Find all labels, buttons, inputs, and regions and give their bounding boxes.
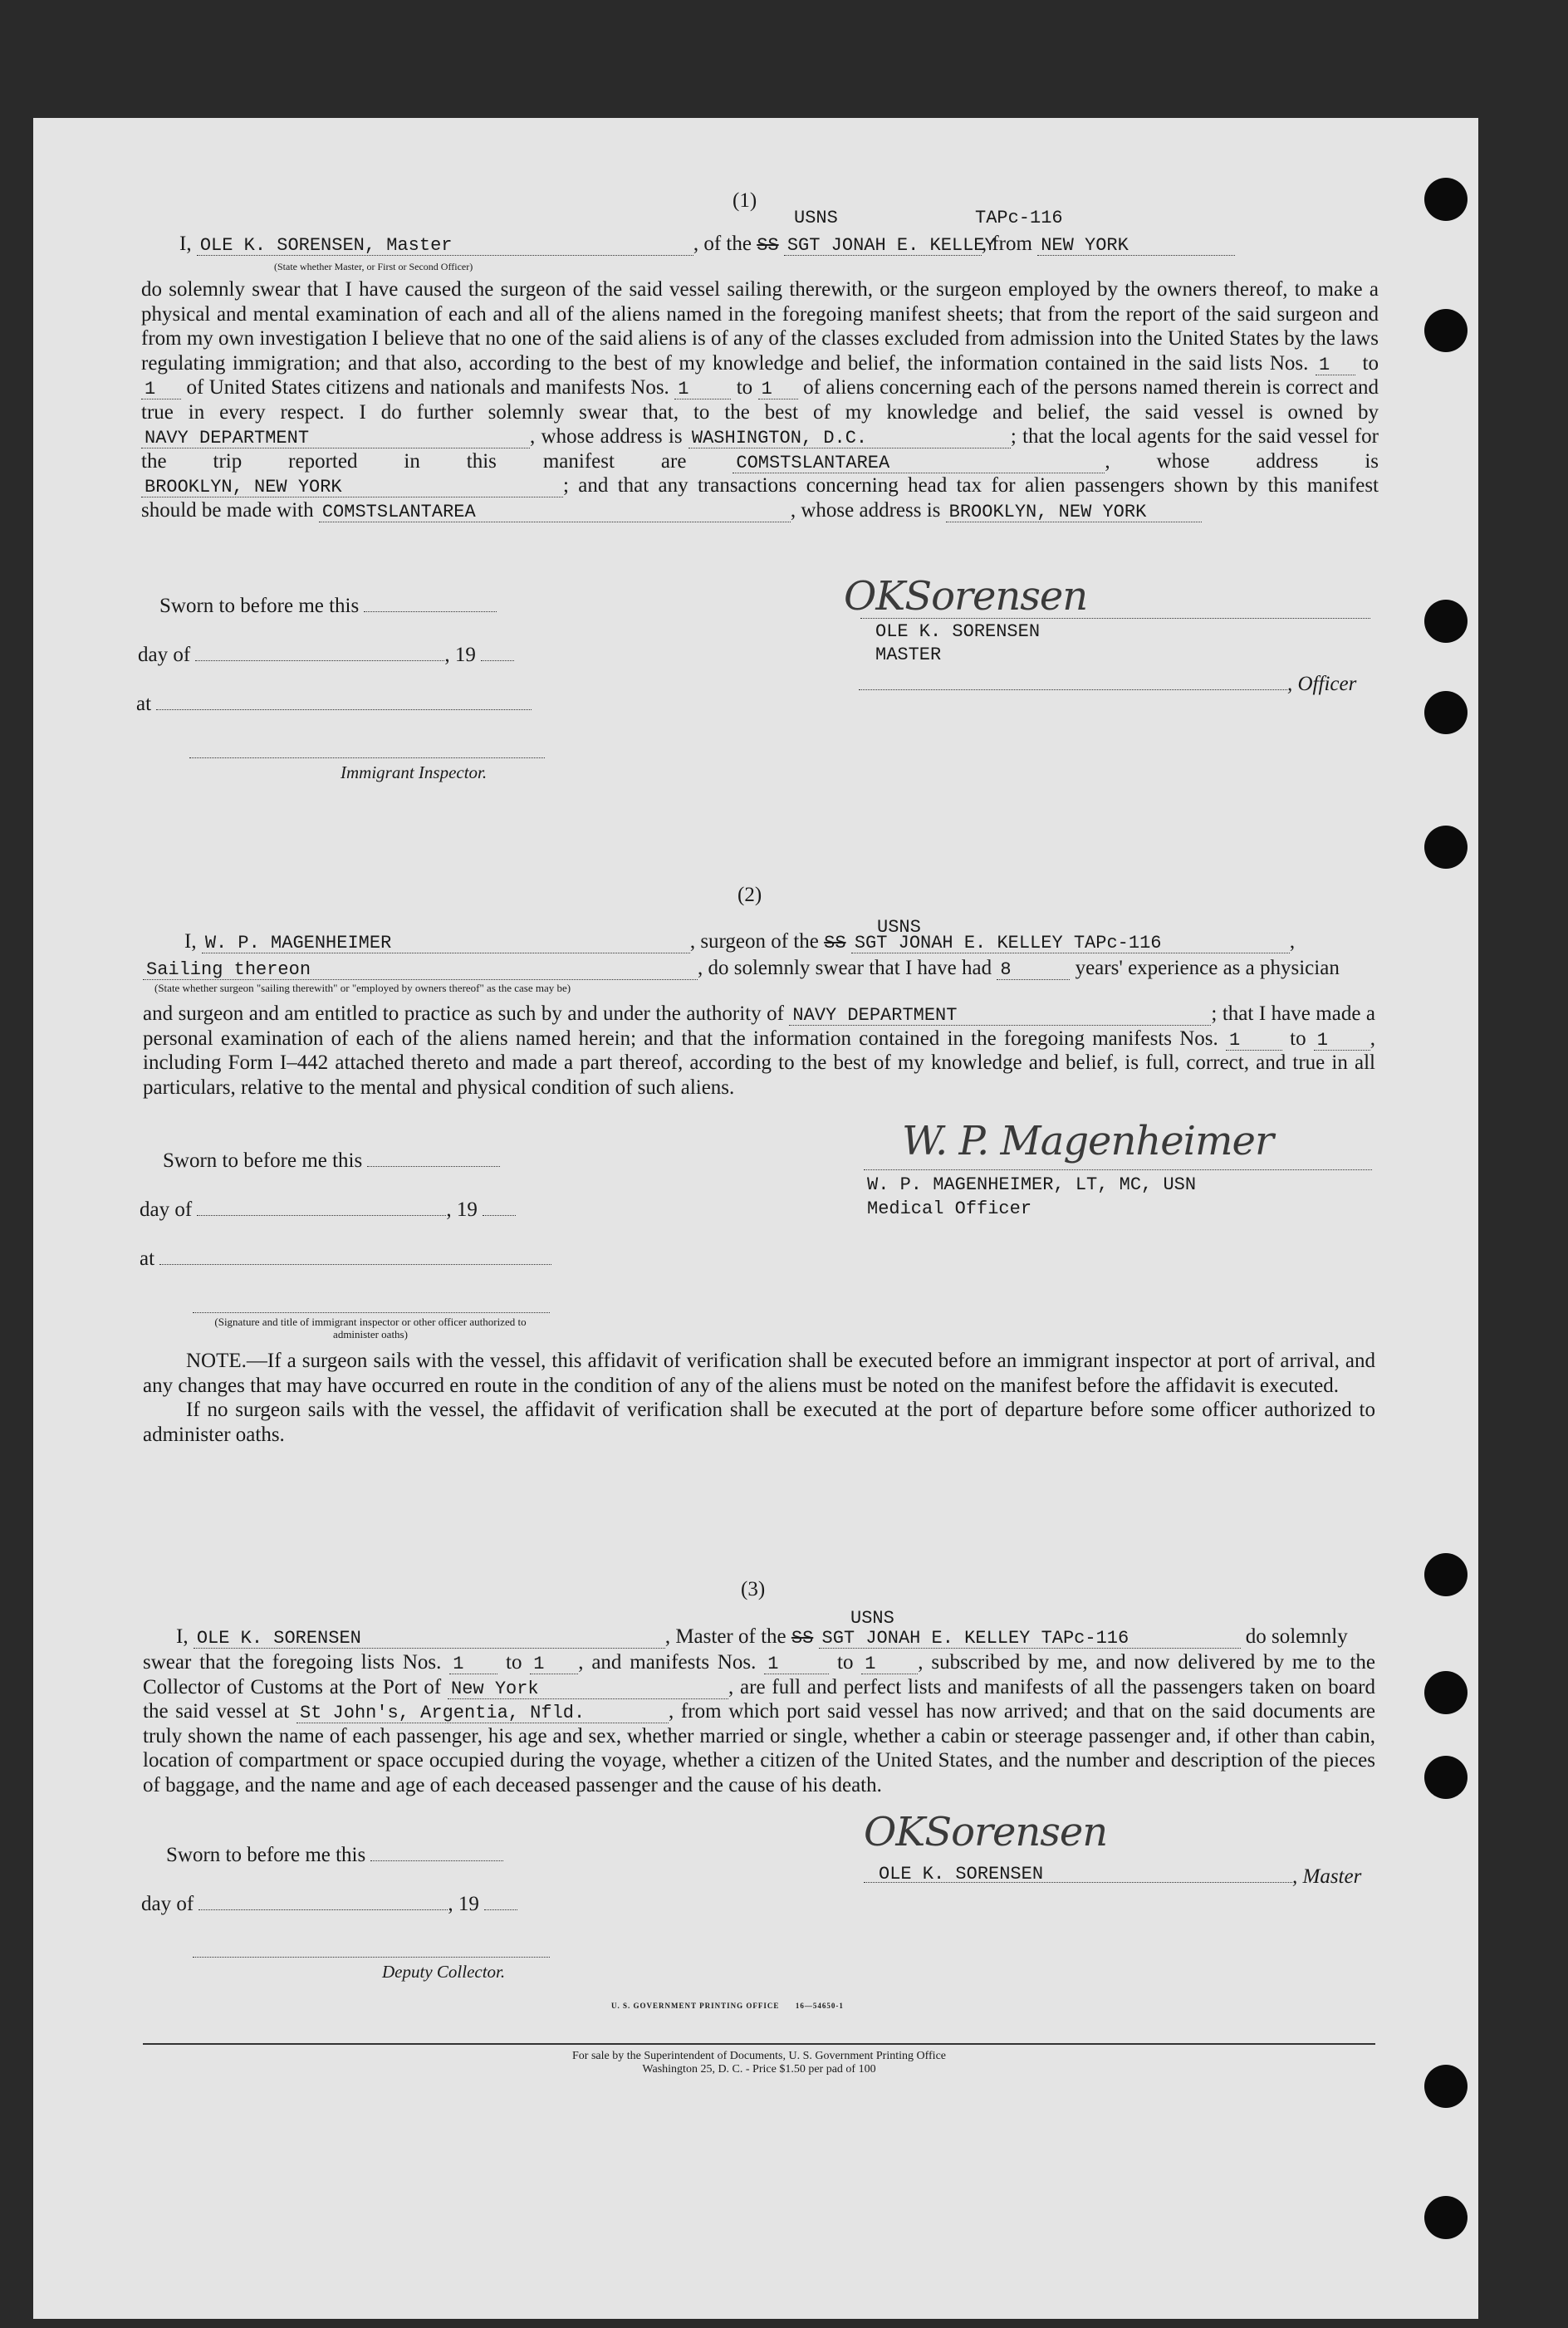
lists-to-field: 1 <box>141 380 181 399</box>
note-sailing: (State whether surgeon "sailing therewith" or "employed by owners thereof" as the case may be) <box>154 982 571 994</box>
body-text: years' experience as a physician <box>1075 957 1340 979</box>
i-label: I, <box>184 930 197 953</box>
body-text: , including Form I–442 attached thereto and made a part thereof, according to the best of my knowledge and belief, is full, correct, and true in all particulars, relative to the mental and physical condition of such aliens. <box>143 1027 1376 1099</box>
headtax-agent-field: COMSTSLANTAREA <box>319 503 791 522</box>
to-label: to <box>1362 351 1379 375</box>
sworn-label: Sworn to before me this <box>163 1149 363 1172</box>
officer-blank <box>859 689 1287 690</box>
vessel-prefix-1: USNS <box>794 208 838 228</box>
year-label: , 19 <box>448 1893 479 1915</box>
vessel-type-struck: SS <box>791 1628 814 1649</box>
at-label: at <box>136 693 152 715</box>
section-1-first-line <box>179 233 1375 256</box>
sig-note: (Signature and title of immigrant inspector or other officer authorized to administer oaths) <box>214 1316 527 1340</box>
master-typed-title-1: MASTER <box>875 644 942 665</box>
body-text: and surgeon and am entitled to practice as such by and under the authority of <box>143 1002 784 1025</box>
inspector-label: Immigrant Inspector. <box>341 762 488 782</box>
day-blank <box>197 1215 446 1216</box>
punch-hole <box>1424 178 1468 221</box>
section-1-body: do solemnly swear that I have caused the surgeon of the said vessel sailing therewith, or the surgeon employed by the owners thereof, to make a physical and mental examination of each and all of the aliens named in the foregoing manifest sheets; that from the report of the said surgeon and from my own investigation I believe that no one of the said aliens is of any of the classes excluded from admission into the United States by the laws regulating immigration; and that also, according to the best of my knowledge and belief, the information contained in the said lists Nos. 1 to 1 of United States citizens and nationals and manifests Nos. 1 to 1 of aliens concerning each of the persons named therein is correct and true in every respect. I do further solemnly swear that, to the best of my knowledge and belief, the said vessel is owned by NAVY DEPARTMENT , whose address is WASHINGTON, D.C. ; that the local agents for the said vessel for the trip reported in this manifest are COMSTSLANTAREA , whose address is BROOKLYN, NEW YORK ; and that any transactions concerning head tax for alien passengers shown by this manifest should be made with COMSTSLANTAREA , whose address is BROOKLYN, NEW YORK <box>141 278 1379 522</box>
vessel-type-struck: SS <box>824 933 846 953</box>
lists-from-field-3: 1 <box>449 1655 497 1674</box>
sworn-date-blank <box>370 1860 503 1861</box>
body-text: , and manifests Nos. <box>578 1651 757 1674</box>
i-label: I, <box>179 233 192 255</box>
day-blank <box>195 660 444 661</box>
man-from-field-3: 1 <box>764 1655 829 1674</box>
day-line-1 <box>138 644 514 667</box>
section-2-first-line: I, W. P. MAGENHEIMER , surgeon of the SS SGT JONAH E. KELLEY TAPc-116 , <box>184 930 1296 953</box>
master-typed-name-3: OLE K. SORENSEN <box>879 1864 1044 1884</box>
agents-field: COMSTSLANTAREA <box>733 454 1105 473</box>
vessel-prefix-3: USNS <box>850 1608 894 1629</box>
year-label: , 19 <box>444 644 476 666</box>
origin-field: St John's, Argentia, Nfld. <box>296 1704 669 1723</box>
note-label: NOTE. <box>186 1350 247 1372</box>
lists-to-field-3: 1 <box>530 1655 578 1674</box>
master-name-field-3: OLE K. SORENSEN <box>194 1630 665 1649</box>
section-1-number: (1) <box>733 189 757 212</box>
body-text: swear that the foregoing lists Nos. <box>143 1651 442 1674</box>
surgeon-typed-name: W. P. MAGENHEIMER, LT, MC, USN <box>867 1174 1197 1195</box>
authority-field: NAVY DEPARTMENT <box>789 1007 1211 1026</box>
at-blank <box>156 709 532 710</box>
sale-note-1: For sale by the Superintendent of Documents, U. S. Government Printing Office <box>572 2050 946 2062</box>
surgeon-sig-line <box>864 1169 1372 1170</box>
body-text: , whose address is <box>790 498 941 522</box>
sworn-label: Sworn to before me this <box>166 1844 366 1866</box>
note-text: —If a surgeon sails with the vessel, this affidavit of verification shall be executed before an immigrant inspector at port of arrival, and any changes that may have occurred en route in the condition of any of the aliens must be noted on the manifest before the affidavit is executed. <box>143 1350 1375 1397</box>
to-label: to <box>736 376 753 399</box>
surgeon-of-label: , surgeon of the <box>689 930 819 953</box>
punch-hole <box>1424 600 1468 643</box>
surgeon-name-field: W. P. MAGENHEIMER <box>202 934 690 953</box>
note-paragraph <box>143 1349 1375 1447</box>
lists-from-field: 1 <box>1316 356 1355 375</box>
surgeon-typed-title: Medical Officer <box>867 1198 1032 1219</box>
section-2-second-line <box>143 957 1380 980</box>
punch-hole <box>1424 691 1468 734</box>
man-from-field: 1 <box>1226 1032 1282 1051</box>
to-label: to <box>506 1651 522 1674</box>
manifests-to-field: 1 <box>758 380 798 399</box>
day-of-label: day of <box>140 1198 193 1221</box>
sale-note-2: Washington 25, D. C. - Price $1.50 per pad of 100 <box>642 2063 876 2076</box>
collector-label: Deputy Collector. <box>382 1962 506 1982</box>
master-signature-3: OKSorensen <box>864 1809 1108 1855</box>
master-label: , Master <box>1292 1865 1362 1888</box>
day-blank <box>198 1909 448 1910</box>
manifests-from-field: 1 <box>674 380 731 399</box>
at-line-1 <box>136 693 532 716</box>
punch-hole <box>1424 1756 1468 1799</box>
owner-address-field: WASHINGTON, D.C. <box>688 429 1011 448</box>
day-line-2 <box>140 1198 516 1222</box>
year-blank <box>484 1909 517 1910</box>
section-3-first-line <box>176 1625 1380 1649</box>
from-label: , from <box>981 233 1032 255</box>
inspector-line-1 <box>189 757 545 758</box>
body-text: ; that the local agents for the said vessel for the trip reported in this manifest are <box>141 425 1379 473</box>
vessel-code-1: TAPc-116 <box>975 208 1063 228</box>
body-text: that I have made a personal examination of each of the aliens named herein; and that the information contained in the foregoing manifests Nos. <box>143 1002 1376 1050</box>
agents-address-field: BROOKLYN, NEW YORK <box>141 478 563 497</box>
surgeon-vessel-field: SGT JONAH E. KELLEY TAPc-116 <box>851 934 1290 953</box>
day-of-label: day of <box>138 644 191 666</box>
punch-hole <box>1424 309 1468 352</box>
note-master-officer: (State whether Master, or First or Second Officer) <box>274 261 473 272</box>
year-label: , 19 <box>446 1198 478 1221</box>
vessel-type-struck: SS <box>757 235 779 256</box>
vessel-field-3: SGT JONAH E. KELLEY TAPc-116 <box>819 1630 1241 1649</box>
of-the-label: , of the <box>693 233 752 255</box>
man-to-field: 1 <box>1314 1032 1370 1051</box>
master-signature-1: OKSorensen <box>844 573 1088 620</box>
year-blank <box>483 1215 516 1216</box>
inspector-line-2 <box>193 1312 550 1313</box>
section-3-body <box>143 1650 1375 1797</box>
body-text: , are full and perfect lists and manifests of all the passengers taken on board the said vessel at <box>143 1675 1375 1723</box>
punch-hole <box>1424 826 1468 869</box>
headtax-address-field: BROOKLYN, NEW YORK <box>946 503 1202 522</box>
punch-hole <box>1424 1671 1468 1714</box>
sworn-date-blank <box>364 611 497 612</box>
surgeon-signature: W. P. Magenheimer <box>902 1118 1273 1164</box>
master-sig-line-1 <box>860 618 1370 619</box>
punch-hole <box>1424 2196 1468 2239</box>
day-of-label: day of <box>141 1893 194 1915</box>
at-line-2 <box>140 1247 551 1271</box>
owner-field: NAVY DEPARTMENT <box>141 429 530 448</box>
master-name-field: OLE K. SORENSEN, Master <box>197 237 693 256</box>
sworn-date-blank <box>367 1166 500 1167</box>
vessel-name-field: SGT JONAH E. KELLEY <box>784 237 982 256</box>
port-field: New York <box>448 1680 728 1699</box>
i-label: I, <box>176 1625 189 1648</box>
years-field: 8 <box>997 961 1070 980</box>
master-of-label: , Master of the <box>664 1625 786 1648</box>
day-line-3 <box>141 1893 517 1916</box>
at-label: at <box>140 1247 155 1270</box>
sworn-line-1 <box>159 595 497 618</box>
from-port-field: NEW YORK <box>1037 237 1235 256</box>
punch-hole <box>1424 1553 1468 1596</box>
section-2-number: (2) <box>737 884 762 906</box>
collector-line <box>193 1957 550 1958</box>
section-3-number: (3) <box>741 1578 766 1600</box>
body-text: of United States citizens and nationals and manifests Nos. <box>186 376 669 399</box>
body-text: do solemnly swear that I have caused the surgeon of the said vessel sailing therewith, or the surgeon employed by the owners thereof, to make a physical and mental examination of each and all of the aliens named in the foregoing manifest sheets; that from the report of the said surgeon and from my own investigation I believe that no one of the said aliens is of any of the classes excluded from admission into the United States by the laws regulating immigration; and that also, according to the best of my knowledge and belief, the information contained in the said lists Nos. <box>141 278 1379 375</box>
section-2-body: and surgeon and am entitled to practice as such by and under the authority of NAVY DEPARTMENT ; that I have made a personal examination of each of the aliens named herein; and that the information contained in the foregoing manifests Nos. 1 to 1 , including Form I–442 attached thereto and made a part thereof, according to the best of my knowledge and belief, is full, correct, and true in all particulars, relative to the mental and physical condition of such aliens. <box>143 1002 1376 1099</box>
body-text: whose address is <box>1156 449 1379 473</box>
man-to-field-3: 1 <box>861 1655 918 1674</box>
sworn-line-2 <box>163 1149 500 1173</box>
punch-hole <box>1424 2065 1468 2108</box>
sworn-line-3 <box>166 1844 503 1867</box>
sworn-label: Sworn to before me this <box>159 595 360 617</box>
gpo-imprint: U. S. GOVERNMENT PRINTING OFFICE 16—54650-1 <box>611 2002 844 2010</box>
body-text: of aliens concerning each of the persons named therein is correct and true in every respect. I do further solemnly swear that, to the best of my knowledge and belief, the said vessel is owned by <box>141 376 1379 424</box>
body-text: , whose address is <box>530 425 683 448</box>
footer-rule <box>143 2043 1375 2045</box>
at-blank <box>159 1264 551 1265</box>
year-blank <box>481 660 514 661</box>
master-typed-name-1: OLE K. SORENSEN <box>875 621 1041 642</box>
to-label: to <box>1290 1027 1306 1050</box>
officer-line <box>859 673 1356 696</box>
vessel-prefix-2: USNS <box>877 917 921 938</box>
note-text-2: If no surgeon sails with the vessel, the affidavit of verification shall be executed at the port of departure before some officer authorized to administer oaths. <box>143 1399 1375 1446</box>
body-text: , from which port said vessel has now arrived; and that on the said documents are truly shown the name of each passenger, his age and sex, whether married or single, whether a cabin or steerage passenger and, if other than cabin, location of compartment or space occupied during the voyage, whether a citizen of the United States, and the number and description of the pieces of baggage, and the name and age of each deceased passenger and the cause of his death. <box>143 1700 1376 1796</box>
officer-label: , Officer <box>1287 673 1357 695</box>
sailing-field: Sailing thereon <box>143 961 698 980</box>
body-text: do solemnly <box>1245 1625 1348 1648</box>
to-label: to <box>837 1651 854 1674</box>
body-text: , do solemnly swear that I have had <box>698 957 992 979</box>
body-text: , subscribed by me, and now delivered by me to the Collector of Customs at the Port of <box>143 1651 1376 1698</box>
body-text: ; and that any transactions concerning head tax for alien passengers shown by this manifest should be made with <box>141 474 1379 522</box>
